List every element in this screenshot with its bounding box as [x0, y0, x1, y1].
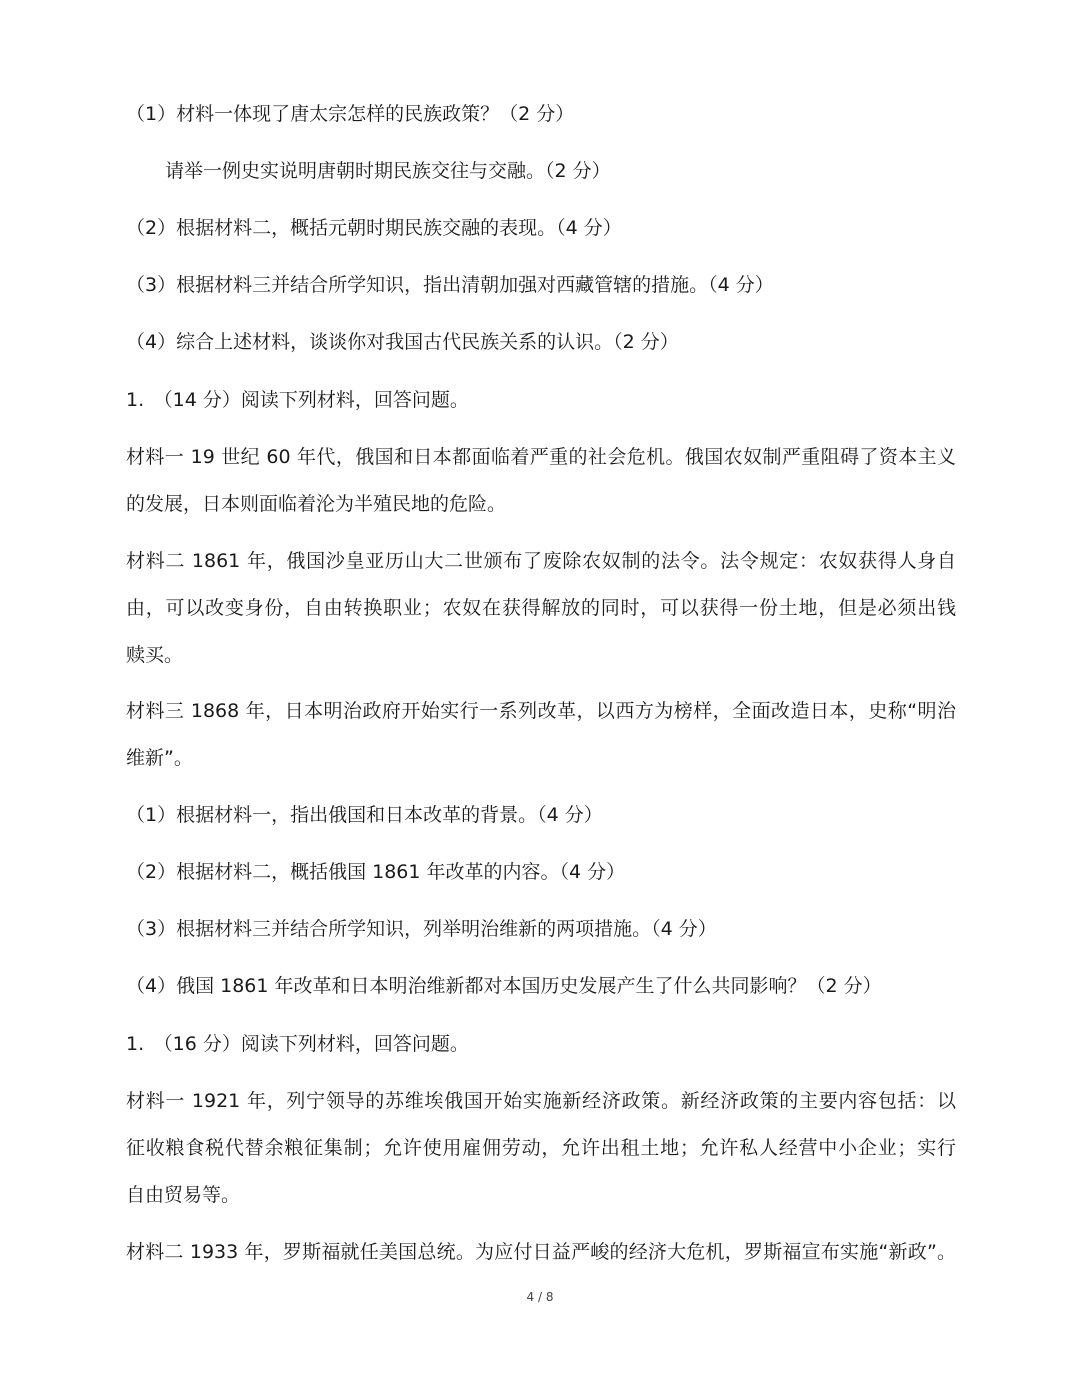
reform-material-3-line-1: 材料三 1868 年，日本明治政府开始实行一系列改革，以西方为榜样，全面改造日本，史称“明治: [126, 700, 956, 722]
policy-material-2-line-1: 材料二 1933 年，罗斯福就任美国总统。为应付日益严峻的经济大危机，罗斯福宣布实施“新政”。: [126, 1241, 956, 1263]
reform-question-3: （3）根据材料三并结合所学知识，列举明治维新的两项措施。（4 分）: [126, 918, 717, 940]
prev-question-4: （4）综合上述材料，谈谈你对我国古代民族关系的认识。（2 分）: [126, 331, 679, 353]
reform-material-1-line-2: 的发展，日本则面临着沦为半殖民地的危险。: [126, 493, 507, 515]
reform-material-2-line-1: 材料二 1861 年，俄国沙皇亚历山大二世颁布了废除农奴制的法令。法令规定：农奴获得人身自: [126, 550, 956, 572]
policy-material-1-line-2: 征收粮食税代替余粮征集制；允许使用雇佣劳动，允许出租土地；允许私人经营中小企业；实行: [126, 1137, 956, 1159]
reform-material-2-line-3: 赎买。: [126, 644, 184, 666]
reform-material-1-line-1: 材料一 19 世纪 60 年代，俄国和日本都面临着严重的社会危机。俄国农奴制严重阻碍了资本主义: [126, 446, 956, 468]
prev-question-1-followup: 请举一例史实说明唐朝时期民族交往与交融。（2 分）: [165, 160, 611, 182]
reform-material-3-line-2: 维新”。: [126, 747, 193, 769]
policy-question-heading: 1. （16 分）阅读下列材料，回答问题。: [126, 1033, 469, 1055]
reform-question-heading: 1. （14 分）阅读下列材料，回答问题。: [126, 389, 469, 411]
reform-question-2: （2）根据材料二，概括俄国 1861 年改革的内容。（4 分）: [126, 861, 626, 883]
prev-question-3: （3）根据材料三并结合所学知识，指出清朝加强对西藏管辖的措施。（4 分）: [126, 274, 774, 296]
prev-question-1: （1）材料一体现了唐太宗怎样的民族政策？（2 分）: [126, 103, 575, 125]
prev-question-2: （2）根据材料二，概括元朝时期民族交融的表现。（4 分）: [126, 217, 622, 239]
reform-question-1: （1）根据材料一，指出俄国和日本改革的背景。（4 分）: [126, 804, 603, 826]
reform-material-2-line-2: 由，可以改变身份，自由转换职业；农奴在获得解放的同时，可以获得一份土地，但是必须出钱: [126, 597, 956, 619]
page-number: 4 / 8: [526, 1290, 554, 1304]
policy-material-1-line-3: 自由贸易等。: [126, 1184, 241, 1206]
policy-material-1-line-1: 材料一 1921 年，列宁领导的苏维埃俄国开始实施新经济政策。新经济政策的主要内容包括：以: [126, 1090, 956, 1112]
reform-question-4: （4）俄国 1861 年改革和日本明治维新都对本国历史发展产生了什么共同影响？（2 分）: [126, 975, 882, 997]
